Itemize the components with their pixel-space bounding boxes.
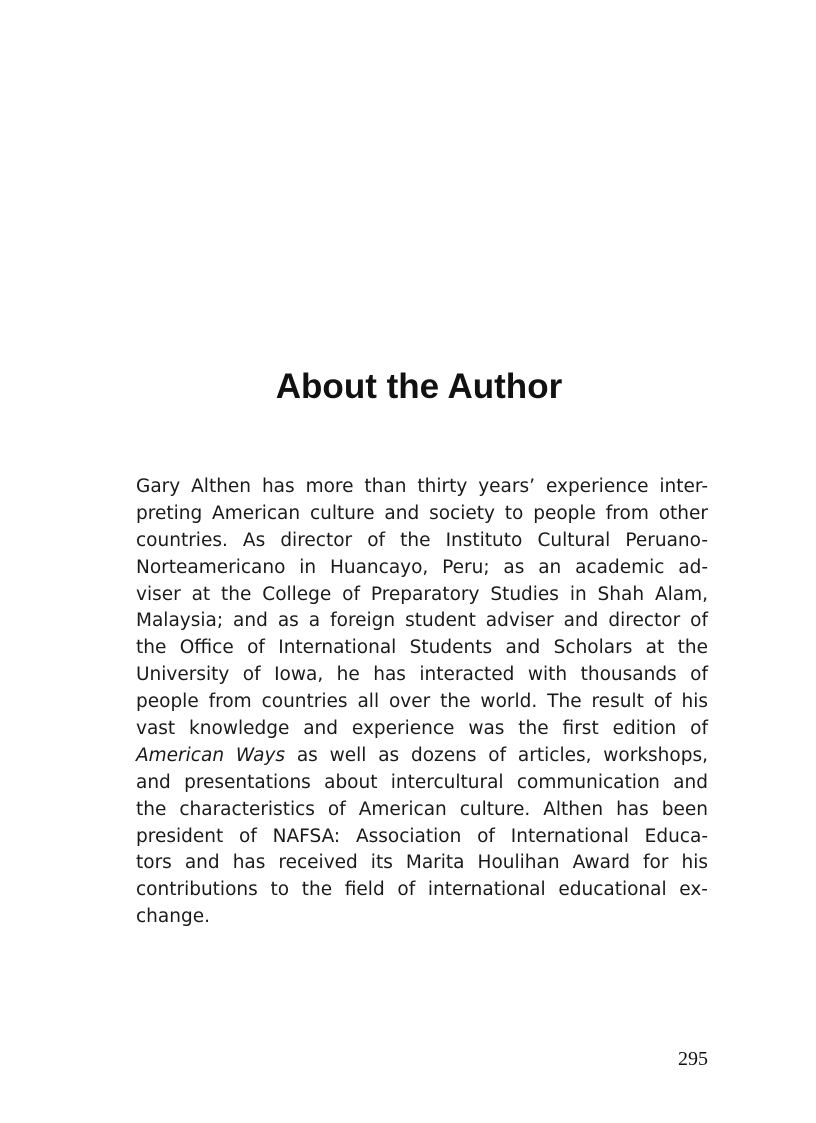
paragraph-line-with-title bbox=[136, 743, 708, 770]
paragraph-line: Malaysia; and as a foreign student adviser and director of bbox=[136, 610, 708, 632]
paragraph-line: tors and has received its Marita Houlihan Award for his bbox=[136, 852, 708, 874]
paragraph-line: change. bbox=[136, 906, 210, 928]
paragraph-line: Norteamericano in Huancayo, Peru; as an academic ad- bbox=[136, 556, 708, 578]
page-title: About the Author bbox=[275, 367, 563, 406]
paragraph-line: University of Iowa, he has interacted with thousands of bbox=[136, 664, 708, 686]
book-title-italic: American Ways bbox=[136, 744, 286, 766]
paragraph-line: the Office of International Students and Scholars at the bbox=[136, 637, 708, 659]
paragraph-line: countries. As director of the Instituto Cultural Peruano- bbox=[136, 529, 708, 551]
paragraph-line: people from countries all over the world. The result of his bbox=[136, 691, 708, 713]
paragraph-line: Gary Althen has more than thirty years’ experience inter- bbox=[136, 476, 708, 497]
paragraph-line: preting American culture and society to people from other bbox=[136, 502, 708, 524]
paragraph-line: the characteristics of American culture. Althen has been bbox=[136, 798, 708, 820]
paragraph-line: and presentations about intercultural communication and bbox=[136, 771, 708, 793]
paragraph-line: vast knowledge and experience was the first edition of bbox=[136, 718, 708, 740]
paragraph-line: viser at the College of Preparatory Studies in Shah Alam, bbox=[136, 583, 708, 605]
paragraph-line-rest: as well as dozens of articles, workshops, bbox=[285, 744, 708, 766]
page-number: 295 bbox=[678, 1048, 708, 1070]
paragraph-line: contributions to the field of international educational ex- bbox=[136, 879, 708, 901]
paragraph-line: president of NAFSA: Association of International Educa- bbox=[136, 825, 708, 847]
author-bio-paragraph bbox=[136, 474, 708, 931]
